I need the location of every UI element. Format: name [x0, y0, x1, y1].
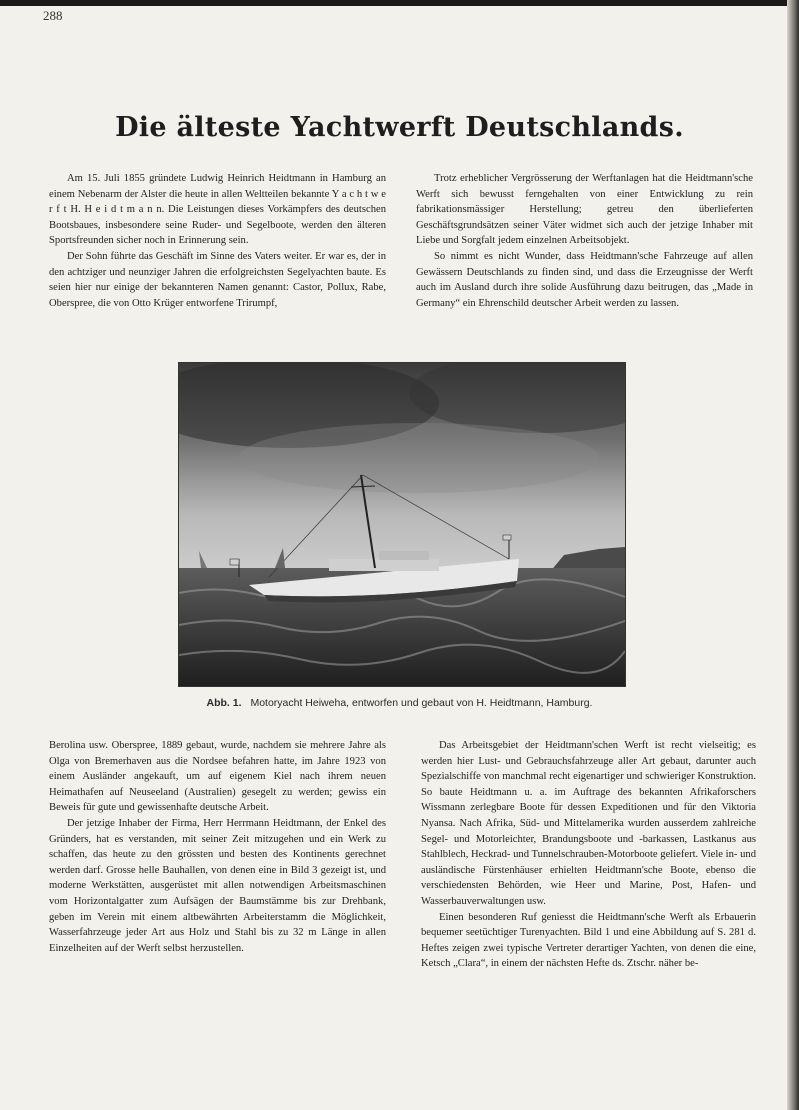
scan-top-border — [0, 0, 799, 6]
text-column-bottom-right — [421, 738, 756, 972]
paragraph: Der Sohn führte das Geschäft im Sinne des Vaters weiter. Er war es, der in den achtziger und neunziger Jahren die erfolgreichsten Segelyachten baute. Es seien hier nur einige der bekannteren Namen genannt: Castor, Pollux, Rabe, Oberspree, die von Otto Krüger entworfene Trirumpf, — [49, 250, 386, 309]
yacht-photo-illustration — [179, 363, 625, 686]
text-column-top-left — [49, 171, 386, 311]
paragraph: So nimmt es nicht Wunder, dass Heidtmann'sche Fahrzeuge auf allen Gewässern Deutschlands zu finden sind, und dass die Erzeugnisse der Werft auch im Ausland durch ihre solide Ausführung dazu beitrugen, das „Made in Germany“ ein Ehrenschild deutscher Arbeit werden zu lassen. — [416, 250, 753, 309]
page-number: 288 — [43, 8, 63, 23]
paragraph: Am 15. Juli 1855 gründete Ludwig Heinrich Heidtmann in Hamburg an einem Nebenarm der Alster die heute in allen Weltteilen bekannte Y a c h t w e r f t H. H e i d t m a n n. Die Leistungen dieses Vorkämpfers des deutschen Bootsbaues, insbesondere seine Ruder- und Segelboote, werden den älteren Sportsfreunden sicher noch in Erinnerung sein. — [49, 173, 386, 247]
article-title: Die älteste Yachtwerft Deutschlands. — [115, 112, 684, 143]
figure-caption-text: Motoryacht Heiweha, entworfen und gebaut von H. Heidtmann, Hamburg. — [250, 697, 593, 709]
paragraph: Trotz erheblicher Vergrösserung der Werftanlagen hat die Heidtmann'sche Werft sich bewusst ferngehalten von einer Entwicklung zu rein fabrikationsmässiger Herstellung; getreu den überlieferten Geschäftsgrundsätzen seiner Väter widmet sich auch der jetzige Inhaber mit Liebe und Sorgfalt jedem einzelnen Arbeitsobjekt. — [416, 173, 753, 247]
text-column-bottom-left — [49, 738, 386, 956]
scan-page-edge — [787, 0, 799, 1110]
paragraph: Einen besonderen Ruf geniesst die Heidtmann'sche Werft als Erbauerin bequemer seetüchtiger Turenyachten. Bild 1 und eine Abbildung auf S. 281 d. Heftes zeigen zwei typische Vertreter derartiger Yachten, von denen die eine, Ketsch „Clara“, in einem der nächsten Hefte ds. Ztschr. näher be- — [421, 911, 756, 970]
figure-label: Abb. 1. — [206, 697, 242, 709]
paragraph: Der jetzige Inhaber der Firma, Herr Herrmann Heidtmann, der Enkel des Gründers, hat es verstanden, mit seiner Zeit mitzugehen und ein Werk zu schaffen, das heute zu den grössten und besten des Kontinents gerechnet werden darf. Grosse helle Bauhallen, von denen eine in Bild 3 gezeigt ist, und moderne Werkstätten, ausgerüstet mit allen notwendigen Arbeitsmaschinen vom Horizontalgatter zum Aufsägen der Baumstämme bis zur Drehbank, geben im Verein mit einem altbewährten Arbeiterstamm die Möglichkeit, Wasserfahrzeuge jeder Art aus Holz und Stahl bis zu 32 m Länge in allen Einzelheiten auf der Werft selbst herzustellen. — [49, 817, 386, 954]
yacht-photograph — [178, 362, 626, 687]
paragraph: Das Arbeitsgebiet der Heidtmann'schen Werft ist recht vielseitig; es werden hier Lust- und Gebrauchsfahrzeuge aller Art gebaut, darunter auch Spezialschiffe von manchmal recht eigenartiger und schwieriger Konstruktion. So baute Heidtmann u. a. im Auftrage des bekannten Afrikaforschers Wissmann zerlegbare Boote für dessen Expeditionen und für den Viktoria Nyansa. Nach Afrika, Süd- und Mittelamerika wurden ausserdem zahlreiche Segel- und Motorleichter, Brandungsboote und -barkassen, Lastkanus aus Stahlblech, Heckrad- und Tunnelschrauben-Motorboote geliefert. Viele in- und ausländische Fürstenhäuser erhielten Heidtmann'sche Boote, ebenso die verschiedensten Behörden, wie Heer und Marine, Post, Hafen- und Wasserbauverwaltungen usw. — [421, 740, 756, 907]
paragraph: Berolina usw. Oberspree, 1889 gebaut, wurde, nachdem sie mehrere Jahre als Olga von Bremerhaven aus die Nordsee befahren hatte, im Jahre 1923 von einem Ausländer angekauft, um auf eigenem Kiel nach ihrem neuen Heimathafen auf Neuseeland (Australien) gesegelt zu werden; gewiss ein Beweis für gute und gewissenhafte deutsche Arbeit. — [49, 740, 386, 814]
figure-caption — [0, 697, 799, 709]
text-column-top-right — [416, 171, 753, 311]
